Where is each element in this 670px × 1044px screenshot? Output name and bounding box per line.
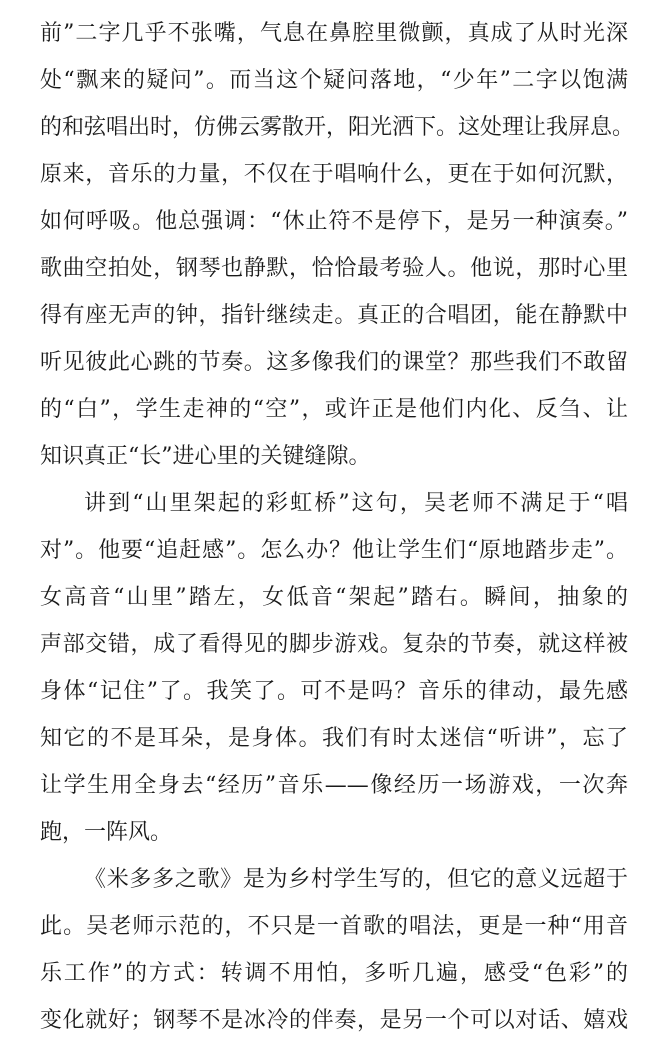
paragraph-1 bbox=[40, 10, 635, 480]
text-line: 原来，音乐的力量，不仅在于唱响什么，更在于如何沉默， bbox=[40, 162, 628, 187]
text-line: 知它的不是耳朵，是身体。我们有时太迷信“听讲”，忘了 bbox=[40, 726, 628, 751]
paragraph-3 bbox=[40, 856, 628, 1044]
text-line: 处“飘来的疑问”。而当这个疑问落地，“少年”二字以饱满 bbox=[40, 68, 628, 93]
text-line: 知识真正“长”进心里的关键缝隙。 bbox=[40, 444, 371, 469]
paragraph-2 bbox=[40, 480, 628, 856]
text-line: 跑，一阵风。 bbox=[40, 820, 173, 845]
text-line: 的“白”，学生走神的“空”，或许正是他们内化、反刍、让 bbox=[40, 397, 628, 422]
text-line: 让学生用全身去“经历”音乐——像经历一场游戏，一次奔 bbox=[40, 773, 628, 798]
text-line: 如何呼吸。他总强调：“休止符不是停下，是另一种演奏。” bbox=[40, 209, 628, 234]
text-line: 前”二字几乎不张嘴，气息在鼻腔里微颤，真成了从时光深 bbox=[40, 21, 628, 46]
text-line: 女高音“山里”踏左，女低音“架起”踏右。瞬间，抽象的 bbox=[40, 585, 628, 610]
text-line: 身体“记住”了。我笑了。可不是吗？音乐的律动，最先感 bbox=[40, 679, 628, 704]
text-line: 此。吴老师示范的，不只是一首歌的唱法，更是一种“用音 bbox=[40, 914, 628, 939]
text-line: 的和弦唱出时，仿佛云雾散开，阳光洒下。这处理让我屏息。 bbox=[40, 115, 635, 140]
text-line: 听见彼此心跳的节奏。这多像我们的课堂？那些我们不敢留 bbox=[40, 350, 628, 375]
text-line: 声部交错，成了看得见的脚步游戏。复杂的节奏，就这样被 bbox=[40, 632, 628, 657]
text-line: 变化就好；钢琴不是冰冷的伴奏，是另一个可以对话、嬉戏 bbox=[40, 1008, 628, 1033]
text-line: 乐工作”的方式：转调不用怕，多听几遍，感受“色彩”的 bbox=[40, 961, 628, 986]
text-line: 歌曲空拍处，钢琴也静默，恰恰最考验人。他说，那时心里 bbox=[40, 256, 628, 281]
text-line: 《米多多之歌》是为乡村学生写的，但它的意义远超于 bbox=[84, 867, 628, 892]
text-line: 讲到“山里架起的彩虹桥”这句，吴老师不满足于“唱 bbox=[84, 491, 628, 516]
text-line: 得有座无声的钟，指针继续走。真正的合唱团，能在静默中 bbox=[40, 303, 628, 328]
text-line: 对”。他要“追赶感”。怎么办？他让学生们“原地踏步走”。 bbox=[40, 538, 628, 563]
